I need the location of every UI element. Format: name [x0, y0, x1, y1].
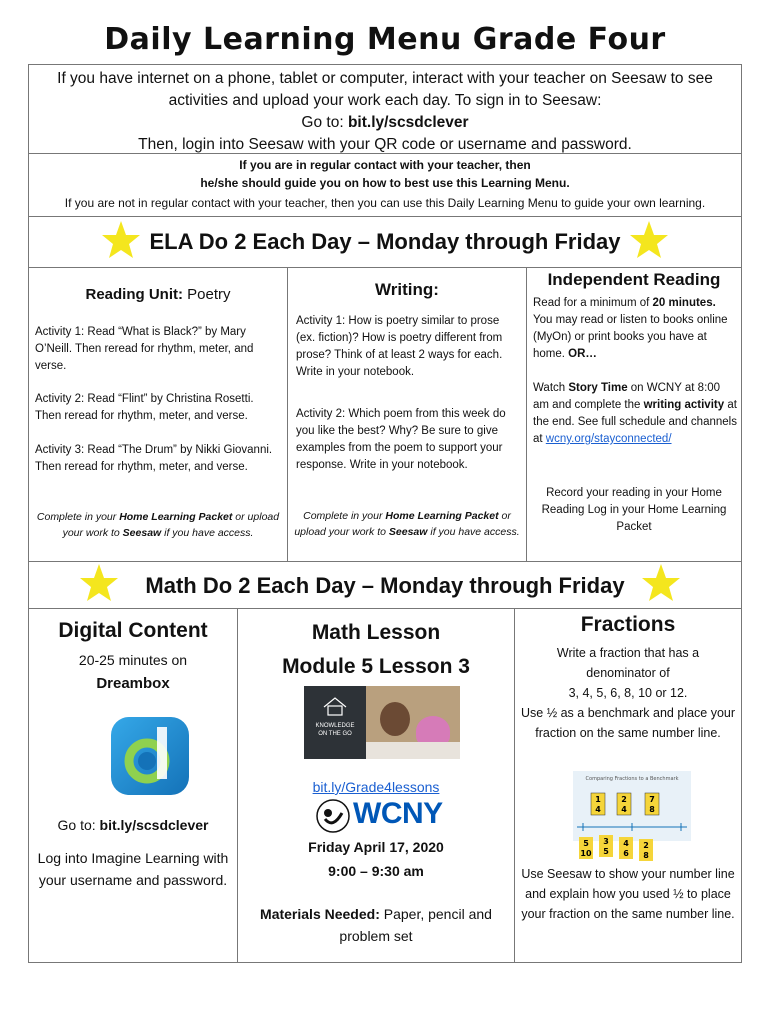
svg-text:2: 2	[643, 841, 649, 850]
lesson-date: Friday April 17, 2020	[308, 839, 444, 855]
svg-text:5: 5	[603, 847, 609, 856]
intro-line-1: If you have internet on a phone, tablet or computer, interact with your teacher on Seesaw to see	[57, 70, 713, 87]
dreambox-logo-icon	[111, 717, 189, 795]
reading-activity-3: Activity 3: Read “The Drum” by Nikki Giovanni. Then reread for rhythm, meter, and verse.	[35, 444, 273, 473]
image-caption	[306, 722, 364, 738]
materials-list: Paper, pencil and problem set	[339, 906, 492, 944]
dreambox-goto	[29, 817, 237, 833]
image-person	[380, 702, 410, 736]
svg-text:4: 4	[621, 805, 627, 814]
pbs-logo-icon	[316, 799, 350, 833]
reading-activity-2: Activity 2: Read “Flint” by Christina Rosetti. Then reread for rhythm, meter, and verse.	[35, 393, 254, 422]
ela-section	[28, 267, 742, 562]
svg-text:1: 1	[595, 795, 601, 804]
star-icon	[629, 220, 669, 260]
intro-line-3	[29, 112, 741, 134]
svg-text:8: 8	[649, 805, 655, 814]
intro-line-4: Then, login into Seesaw with your QR code or username and password.	[138, 136, 632, 153]
svg-text:5: 5	[583, 839, 589, 848]
intro-goto-label: Go to:	[301, 114, 348, 131]
fractions-denominators: 3, 4, 5, 6, 8, 10 or 12.	[568, 686, 688, 700]
svg-text:4: 4	[623, 839, 629, 848]
ela-heading: ELA Do 2 Each Day – Monday through Friday	[149, 229, 621, 254]
contact-line-1: If you are in regular contact with your teacher, then	[239, 158, 531, 172]
math-header	[28, 561, 742, 609]
wcny-logo: WCNY	[353, 797, 443, 830]
reading-complete-note	[33, 509, 283, 541]
svg-text:8: 8	[643, 851, 649, 860]
svg-text:2: 2	[621, 795, 627, 804]
writing-label: Writing:	[375, 280, 439, 299]
star-icon	[641, 563, 681, 603]
image-desk	[366, 742, 460, 759]
reading-log-note: Record your reading in your Home Reading Log in your Home Learning Packet	[541, 487, 727, 533]
grade4-lessons-link[interactable]: bit.ly/Grade4lessons	[312, 779, 440, 795]
lesson-time: 9:00 – 9:30 am	[328, 863, 424, 879]
dreambox-name: Dreambox	[96, 675, 170, 692]
dreambox-minutes: 20-25 minutes on	[78, 652, 188, 668]
note-text: if you have access.	[427, 526, 520, 538]
house-icon	[322, 696, 348, 716]
text: Watch	[533, 382, 569, 394]
math-heading: Math Do 2 Each Day – Monday through Friday	[145, 573, 625, 598]
teacher-contact-note	[28, 153, 742, 217]
image-caption-line: KNOWLEDGE	[315, 723, 355, 729]
digital-content-label: Digital Content	[58, 619, 208, 642]
module-lesson-label: Module 5 Lesson 3	[282, 655, 470, 678]
reading-unit-name: Poetry	[182, 286, 231, 303]
note-text: if you have access.	[161, 527, 254, 539]
text-bold: Story Time	[568, 382, 628, 394]
dreambox-link[interactable]: bit.ly/scsdclever	[99, 817, 209, 833]
svg-text:10: 10	[580, 849, 592, 858]
reading-activity-1: Activity 1: Read “What is Black?” by Mary O’Neill. Then reread for rhythm, meter, and verse.	[35, 326, 254, 372]
independent-reading-minimum	[533, 295, 737, 363]
page-title: Daily Learning Menu Grade Four	[104, 22, 666, 57]
goto-label: Go to:	[57, 817, 100, 833]
digital-content-column	[29, 609, 237, 962]
svg-text:4: 4	[595, 805, 601, 814]
independent-reading-label: Independent Reading	[547, 270, 721, 289]
svg-text:7: 7	[649, 795, 655, 804]
contact-line-3: If you are not in regular contact with your teacher, then you can use this Daily Learning Menu to guide your own learning.	[64, 196, 706, 210]
note-text: Complete in your	[303, 510, 386, 522]
seesaw-intro	[28, 64, 742, 154]
story-time-note	[533, 380, 737, 448]
text-bold: writing activity	[643, 399, 725, 411]
note-bold: Home Learning Packet	[385, 510, 499, 522]
math-lesson-column	[238, 609, 514, 962]
image-caption-line: ON THE GO	[318, 731, 352, 737]
wcny-schedule-link[interactable]: wcny.org/stayconnected/	[545, 433, 672, 445]
reading-column	[29, 268, 287, 561]
note-bold: Seesaw	[388, 526, 428, 538]
reading-unit-label: Reading Unit:	[85, 286, 183, 303]
fraction-number-line-image	[573, 771, 691, 863]
text: Read for a minimum of	[533, 297, 653, 309]
fractions-instruction-3: Use Seesaw to show your number line and explain how you used ½ to place your fraction on the same number line.	[521, 867, 735, 921]
text-bold: OR…	[568, 348, 597, 360]
fractions-label: Fractions	[580, 613, 676, 636]
text: on WCNY at 8:00 am and complete the	[533, 382, 721, 411]
fractions-instruction-1: Write a fraction that has a denominator of	[556, 646, 700, 680]
svg-text:6: 6	[623, 849, 629, 858]
materials-needed	[258, 903, 494, 947]
svg-text:Comparing Fractions to a Bench: Comparing Fractions to a Benchmark	[585, 776, 679, 782]
knowledge-on-the-go-image	[304, 686, 460, 759]
contact-line-2: he/she should guide you on how to best use this Learning Menu.	[200, 176, 570, 190]
seesaw-link[interactable]: bit.ly/scsdclever	[347, 114, 469, 131]
writing-complete-note	[294, 508, 520, 540]
note-bold: Home Learning Packet	[119, 511, 233, 523]
ela-header	[28, 216, 742, 268]
text: You may read or listen to books online (MyOn) or print books you have at home.	[533, 314, 728, 360]
intro-line-2: activities and upload your work each day. To sign in to Seesaw:	[168, 92, 602, 109]
materials-label: Materials Needed:	[260, 906, 380, 922]
note-bold: Seesaw	[122, 527, 162, 539]
independent-reading-column	[527, 268, 741, 561]
text-bold: 20 minutes.	[652, 297, 716, 309]
math-lesson-label: Math Lesson	[311, 621, 441, 644]
imagine-learning-login: Log into Imagine Learning with your username and password.	[37, 850, 229, 888]
reading-unit-title	[29, 286, 287, 303]
fractions-instruction-2: Use ½ as a benchmark and place your fraction on the same number line.	[521, 706, 736, 740]
note-text: Complete in your	[36, 511, 120, 523]
fractions-column	[515, 609, 741, 962]
writing-column	[288, 268, 526, 561]
note-text: or upload your work to	[62, 511, 280, 539]
note-text: or upload your work to	[294, 510, 511, 538]
math-section	[28, 608, 742, 963]
writing-activity-2: Activity 2: Which poem from this week do you like the best? Why? Be sure to give examples from the poem to support your response. Write in your notebook.	[296, 408, 506, 471]
text: at the end. See full schedule and channels at	[533, 399, 737, 445]
svg-text:3: 3	[603, 837, 609, 846]
writing-activity-1: Activity 1: How is poetry similar to prose (ex. fiction)? How is poetry different from prose? Think of at least 2 ways for each. Write in your notebook.	[296, 315, 503, 378]
